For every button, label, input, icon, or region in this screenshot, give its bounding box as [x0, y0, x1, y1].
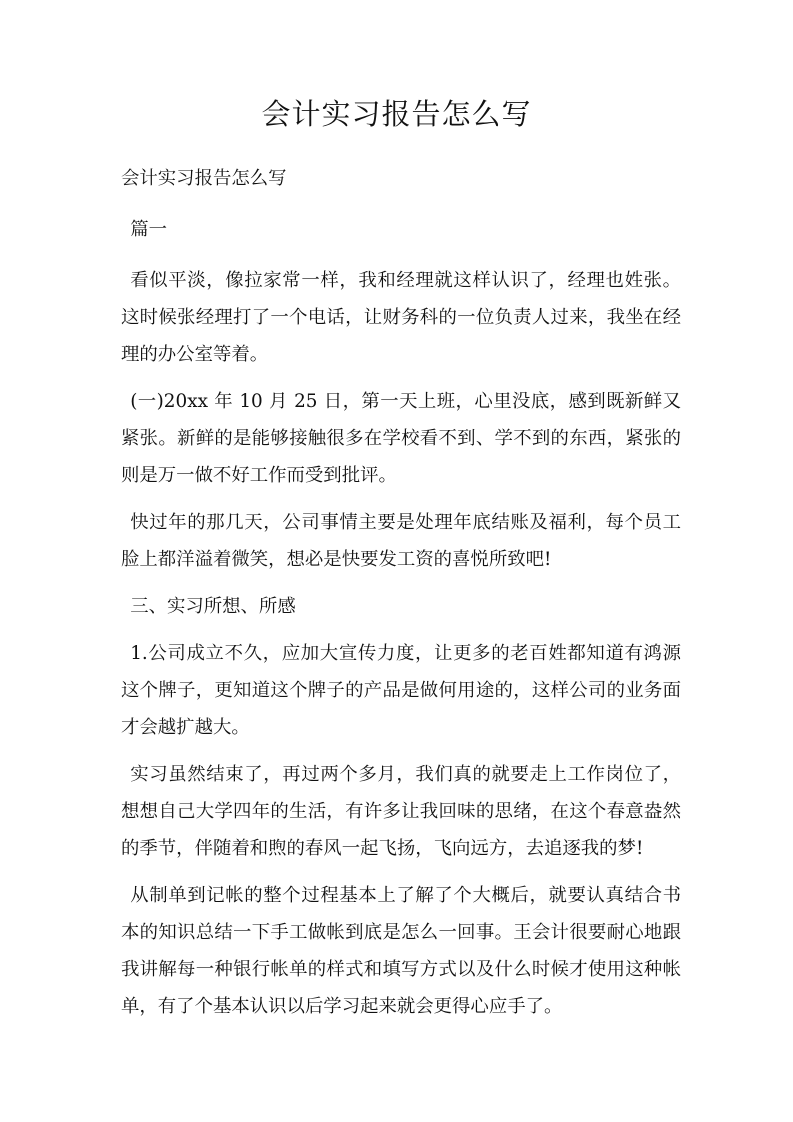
paragraph-6: 从制单到记帐的整个过程基本上了解了个大概后，就要认真结合书本的知识总结一下手工做帐到底是怎么一回事。王会计很要耐心地跟我讲解每一种银行帐单的样式和填写方式以及什么时候才使用这种帐单，有了个基本认识以后学习起来就会更得心应手了。	[121, 885, 681, 1017]
paragraph-4: 1.公司成立不久，应加大宣传力度，让更多的老百姓都知道有鸿源这个牌子，更知道这个牌子的产品是做何用途的，这样公司的业务面才会越扩越大。	[121, 643, 681, 738]
section-heading-3: 三、实习所想、所感	[130, 596, 296, 617]
paragraph-5: 实习虽然结束了，再过两个多月，我们真的就要走上工作岗位了，想想自己大学四年的生活，有许多让我回味的思绪，在这个春意盎然的季节，伴随着和煦的春风一起飞扬，飞向远方，去追逐我的梦!	[121, 764, 681, 859]
document-body	[121, 160, 681, 1025]
paragraph-3: 快过年的那几天，公司事情主要是处理年底结账及福利，每个员工脸上都洋溢着微笑，想必是快要发工资的喜悦所致吧!	[121, 512, 681, 570]
document-subtitle: 会计实习报告怎么写	[121, 168, 287, 189]
section-label: 篇一	[130, 219, 167, 240]
document-title: 会计实习报告怎么写	[261, 97, 532, 131]
paragraph-1: 看似平淡，像拉家常一样，我和经理就这样认识了，经理也姓张。这时候张经理打了一个电话，让财务科的一位负责人过来，我坐在经理的办公室等着。	[121, 270, 681, 365]
paragraph-2: (一)20xx 年 10 月 25 日，第一天上班，心里没底，感到既新鲜又紧张。新鲜的是能够接触很多在学校看不到、学不到的东西，紧张的则是万一做不好工作而受到批评。	[121, 391, 681, 486]
